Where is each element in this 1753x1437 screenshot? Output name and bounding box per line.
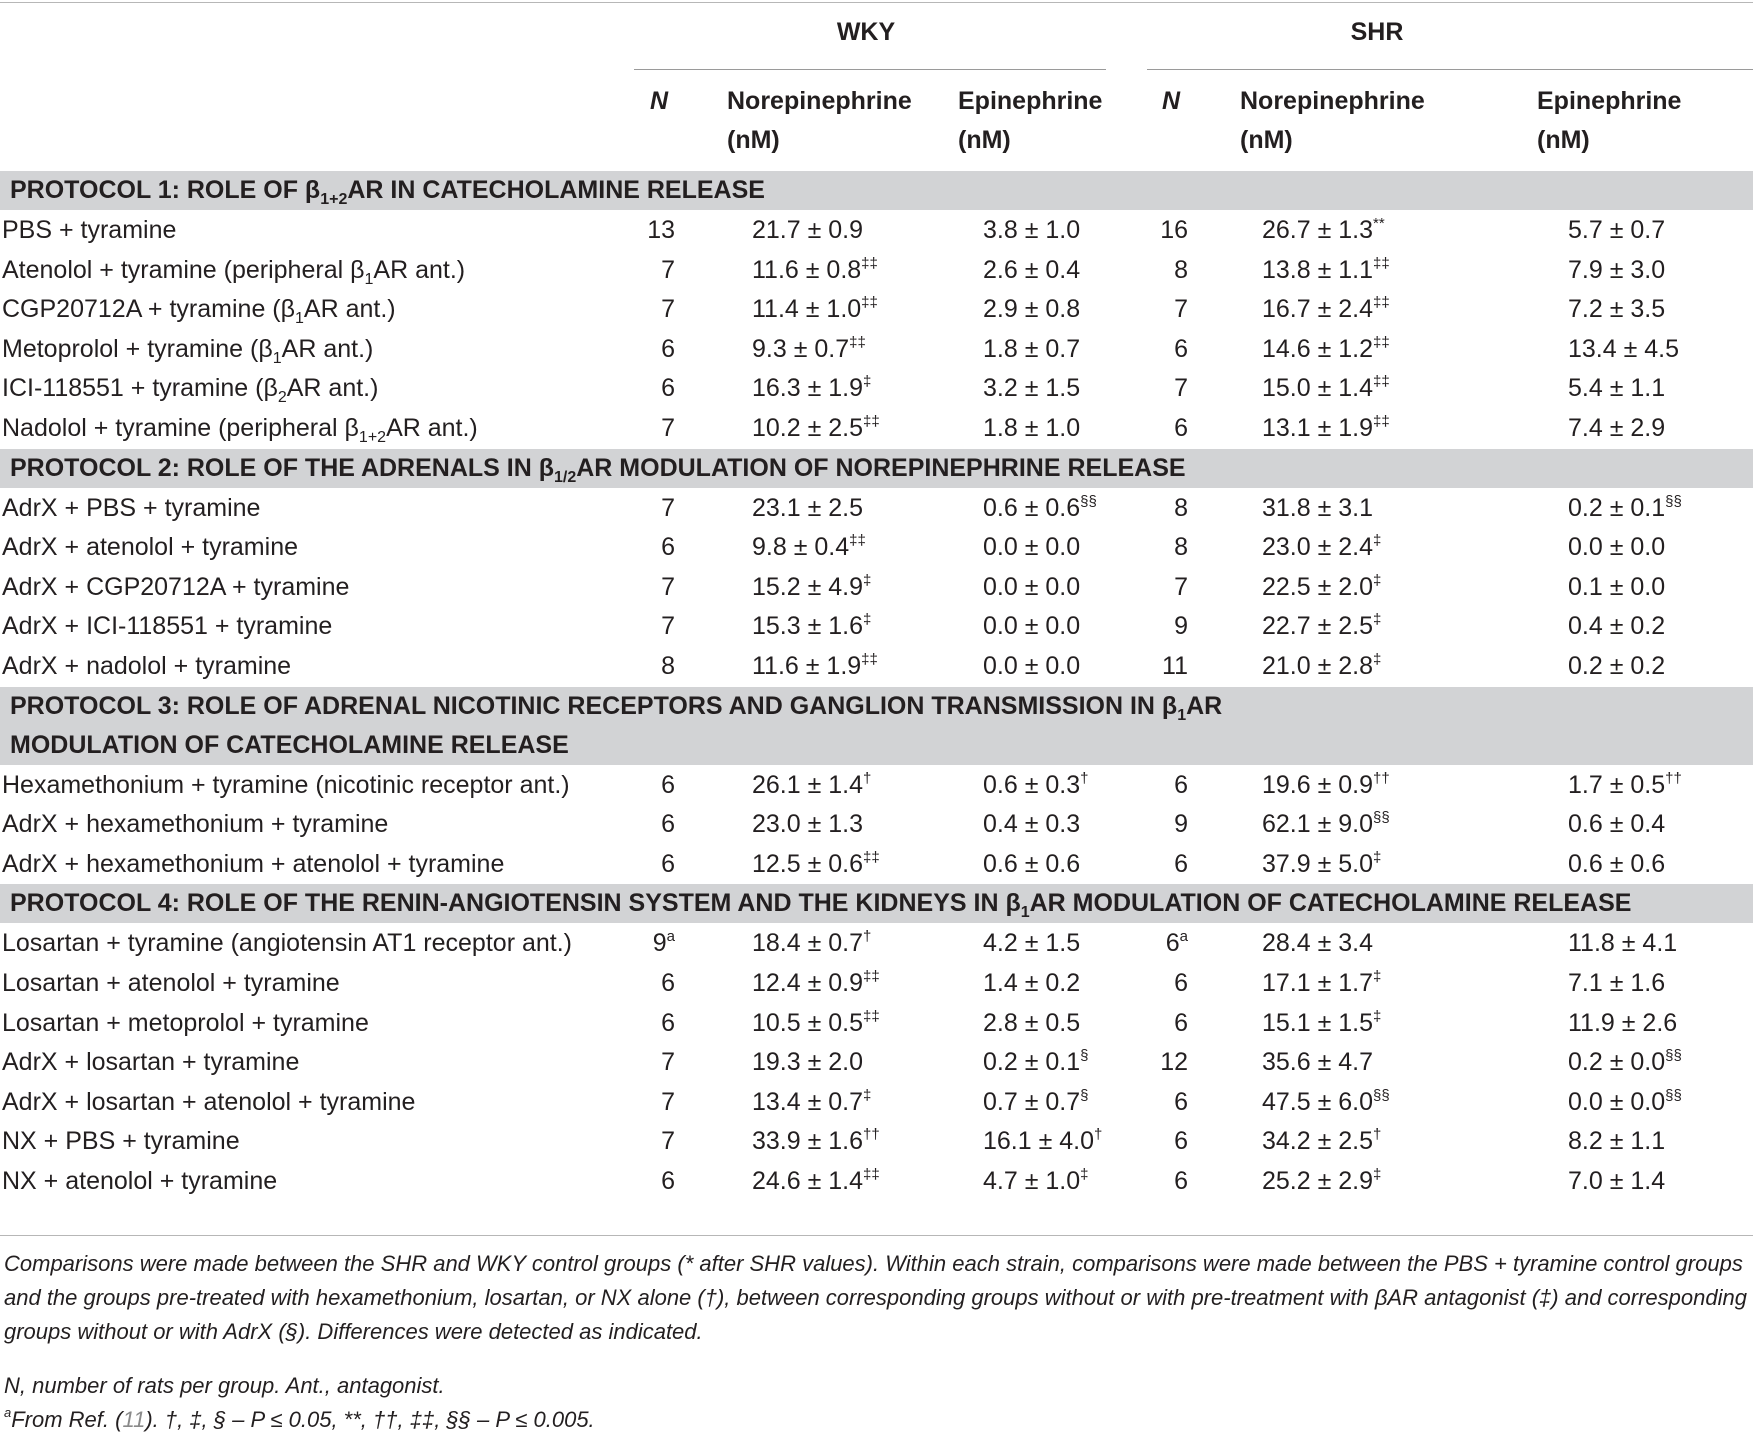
wky-n-cell: 6 [661, 374, 675, 403]
row-label: AdrX + hexamethonium + atenolol + tyramine [2, 849, 505, 878]
wky-epinephrine-cell: 4.7 ± 1.0‡ [983, 1166, 1089, 1195]
column-header-n-wky: N [650, 87, 669, 115]
shr-n-cell: 6 [1174, 770, 1188, 799]
shr-norepinephrine-cell: 15.0 ± 1.4‡‡ [1262, 373, 1390, 403]
table-row [0, 330, 1753, 370]
protocol-header [0, 687, 1753, 765]
wky-n-cell: 7 [661, 572, 675, 601]
table-row [0, 845, 1753, 885]
wky-norepinephrine-cell: 33.9 ± 1.6†† [752, 1126, 880, 1156]
wky-norepinephrine-cell: 10.5 ± 0.5‡‡ [752, 1007, 880, 1037]
wky-n-cell: 6 [661, 969, 675, 997]
wky-n-cell: 7 [661, 255, 675, 284]
row-label: AdrX + hexamethonium + tyramine [2, 810, 389, 839]
protocol-title: MODULATION OF CATECHOLAMINE RELEASE [10, 730, 569, 759]
shr-norepinephrine-cell: 35.6 ± 4.7 [1262, 1048, 1374, 1077]
wky-epinephrine-cell: 0.6 ± 0.6 [983, 849, 1081, 878]
group-underline-wky [634, 69, 1106, 70]
table-row [0, 805, 1753, 845]
row-label: ICI-118551 + tyramine ($\beta_2AR$ ant.) [2, 374, 379, 407]
shr-norepinephrine-cell: 22.7 ± 2.5‡ [1262, 611, 1382, 641]
wky-epinephrine-cell: 1.8 ± 1.0 [983, 414, 1081, 442]
table-row [0, 489, 1753, 529]
shr-epinephrine-cell: 11.8 ± 4.1 [1568, 929, 1678, 958]
shr-epinephrine-cell: 0.4 ± 0.2 [1568, 612, 1666, 641]
table-row [0, 369, 1753, 409]
shr-norepinephrine-cell: 23.0 ± 2.4‡ [1262, 532, 1382, 562]
row-label: CGP20712A + tyramine ($\beta_1AR$ ant.) [2, 295, 396, 328]
wky-norepinephrine-cell: 24.6 ± 1.4‡‡ [752, 1166, 880, 1195]
wky-epinephrine-cell: 16.1 ± 4.0† [983, 1126, 1103, 1156]
wky-n-cell: 6 [661, 334, 675, 363]
shr-n-cell: 6 [1174, 969, 1188, 997]
shr-norepinephrine-cell: 26.7 ± 1.3** [1262, 215, 1385, 244]
shr-epinephrine-cell: 13.4 ± 4.5 [1568, 334, 1680, 363]
wky-epinephrine-cell: 2.6 ± 0.4 [983, 255, 1081, 284]
shr-epinephrine-cell: 7.9 ± 3.0 [1568, 255, 1666, 284]
wky-epinephrine-cell: 0.0 ± 0.0 [983, 652, 1081, 680]
shr-norepinephrine-cell: 22.5 ± 2.0‡ [1262, 571, 1382, 601]
wky-epinephrine-cell: 2.9 ± 0.8 [983, 295, 1081, 324]
table-row [0, 409, 1753, 449]
shr-n-cell: 16 [1160, 216, 1188, 244]
table-row [0, 290, 1753, 330]
shr-n-cell: 9 [1174, 612, 1188, 641]
shr-epinephrine-cell: 1.7 ± 0.5†† [1568, 769, 1682, 799]
group-title-shr: SHR [1350, 18, 1404, 46]
shr-n-cell: 6 [1174, 1167, 1188, 1195]
wky-epinephrine-cell: 0.0 ± 0.0 [983, 612, 1081, 641]
wky-norepinephrine-cell: 11.6 ± 1.9‡‡ [752, 651, 878, 680]
shr-epinephrine-cell: 8.2 ± 1.1 [1568, 1127, 1666, 1156]
row-label: AdrX + CGP20712A + tyramine [2, 572, 350, 601]
table-row [0, 568, 1753, 608]
row-label: AdrX + atenolol + tyramine [2, 533, 298, 562]
wky-norepinephrine-cell: 10.2 ± 2.5‡‡ [752, 413, 880, 442]
wky-norepinephrine-cell: 16.3 ± 1.9‡ [752, 373, 872, 403]
row-label: NX + atenolol + tyramine [2, 1167, 278, 1195]
footnote-abbreviations: N, number of rats per group. Ant., antagonist. [4, 1373, 445, 1398]
wky-epinephrine-cell: 4.2 ± 1.5 [983, 929, 1081, 958]
table-row [0, 607, 1753, 647]
shr-norepinephrine-cell: 28.4 ± 3.4 [1262, 929, 1374, 958]
wky-norepinephrine-cell: 23.1 ± 2.5 [752, 493, 864, 522]
shr-norepinephrine-cell: 21.0 ± 2.8‡ [1262, 651, 1382, 680]
wky-n-cell: 6 [661, 1008, 675, 1037]
wky-n-cell: 7 [661, 295, 675, 324]
group-title-wky: WKY [836, 18, 896, 46]
wky-epinephrine-cell: 3.2 ± 1.5 [983, 374, 1081, 403]
shr-n-cell: 11 [1162, 652, 1188, 680]
shr-epinephrine-cell: 0.2 ± 0.1§§ [1568, 492, 1682, 522]
wky-n-cell: 6 [661, 770, 675, 799]
protocol-header [0, 449, 1753, 488]
row-label: AdrX + nadolol + tyramine [2, 652, 292, 680]
row-label: Atenolol + tyramine (peripheral $\beta_1AR$ ant.) [2, 255, 466, 288]
shr-epinephrine-cell: 0.1 ± 0.0 [1568, 572, 1666, 601]
wky-epinephrine-cell: 1.8 ± 0.7 [983, 334, 1081, 363]
shr-n-cell: 6 [1174, 849, 1188, 878]
table-row [0, 1122, 1753, 1162]
shr-n-cell: 6 [1174, 414, 1188, 442]
shr-n-cell: 6 [1174, 334, 1188, 363]
footnote-marker: a [4, 1405, 12, 1420]
row-label: AdrX + PBS + tyramine [2, 493, 261, 522]
protocol-header [0, 171, 1753, 210]
protocol-title: PROTOCOL 4: ROLE OF THE RENIN-ANGIOTENSIN SYSTEM AND THE KIDNEYS IN $\beta_1AR$ MODULATION OF CATECHOLAMINE RELEASE [10, 889, 1632, 922]
column-header-epi-shr: Epinephrine (nM) [1537, 87, 1682, 154]
wky-norepinephrine-cell: 26.1 ± 1.4† [752, 769, 872, 799]
table-row [0, 251, 1753, 291]
table-row [0, 964, 1753, 1004]
shr-epinephrine-cell: 5.7 ± 0.7 [1568, 216, 1666, 244]
shr-epinephrine-cell: 0.0 ± 0.0§§ [1568, 1086, 1682, 1116]
row-label: AdrX + losartan + atenolol + tyramine [2, 1087, 416, 1116]
shr-norepinephrine-cell: 13.1 ± 1.9‡‡ [1262, 413, 1390, 442]
wky-n-cell: 7 [661, 493, 675, 522]
footnote-comparisons: Comparisons were made between the SHR and WKY control groups (* after SHR values). Within each strain, comparisons were made between the PBS + tyramine control groups and the groups pre-treated with hexamethonium, losartan, or NX alone (†), between corresponding groups without or with pre-treatment with βAR antagonist (‡) and corresponding groups without or with AdrX (§). Differences were detected as indicated. [4, 1251, 1747, 1344]
row-label: NX + PBS + tyramine [2, 1127, 240, 1156]
shr-norepinephrine-cell: 37.9 ± 5.0‡ [1262, 848, 1382, 878]
shr-epinephrine-cell: 0.2 ± 0.2 [1568, 652, 1666, 680]
wky-n-cell: 7 [661, 1048, 675, 1077]
shr-norepinephrine-cell: 47.5 ± 6.0§§ [1262, 1086, 1390, 1116]
protocol-header [0, 884, 1753, 923]
protocol-title: PROTOCOL 1: ROLE OF $\beta_{1+2}AR$ IN CATECHOLAMINE RELEASE [10, 176, 765, 208]
shr-norepinephrine-cell: 16.7 ± 2.4‡‡ [1262, 294, 1390, 324]
wky-n-cell: 7 [661, 1127, 675, 1156]
wky-norepinephrine-cell: 9.8 ± 0.4‡‡ [752, 532, 866, 562]
wky-norepinephrine-cell: 11.6 ± 0.8‡‡ [752, 254, 878, 284]
wky-n-cell: 6 [661, 849, 675, 878]
wky-norepinephrine-cell: 19.3 ± 2.0 [752, 1048, 864, 1077]
wky-n-cell: 7 [661, 612, 675, 641]
shr-norepinephrine-cell: 15.1 ± 1.5‡ [1262, 1007, 1382, 1037]
shr-n-cell: 8 [1174, 255, 1188, 284]
shr-epinephrine-cell: 0.6 ± 0.4 [1568, 810, 1666, 839]
shr-epinephrine-cell: 5.4 ± 1.1 [1568, 374, 1666, 403]
table-row [0, 211, 1753, 251]
column-header-epi-wky: Epinephrine (nM) [958, 87, 1103, 154]
shr-n-cell: 6$^a$ [1165, 928, 1188, 958]
table-row [0, 528, 1753, 568]
shr-n-cell: 6 [1174, 1087, 1188, 1116]
row-label: Metoprolol + tyramine ($\beta_1AR$ ant.) [2, 334, 374, 367]
table-row [0, 1004, 1753, 1044]
row-label: AdrX + losartan + tyramine [2, 1048, 300, 1077]
row-label: Losartan + tyramine (angiotensin AT1 receptor ant.) [2, 929, 572, 958]
wky-norepinephrine-cell: 9.3 ± 0.7‡‡ [752, 333, 866, 363]
shr-n-cell: 7 [1174, 374, 1188, 403]
shr-epinephrine-cell: 0.6 ± 0.6 [1568, 849, 1666, 878]
shr-norepinephrine-cell: 17.1 ± 1.7‡ [1262, 968, 1382, 997]
wky-epinephrine-cell: 0.2 ± 0.1§ [983, 1047, 1089, 1077]
row-label: Hexamethonium + tyramine (nicotinic receptor ant.) [2, 770, 570, 799]
wky-norepinephrine-cell: 15.3 ± 1.6‡ [752, 611, 872, 641]
footnote-significance: $^a$From Ref. (11). †, ‡, § – P ≤ 0.05, **, ††, ‡‡, §§ – P ≤ 0.005. [4, 1405, 595, 1432]
shr-n-cell: 7 [1174, 295, 1188, 324]
wky-norepinephrine-cell: 23.0 ± 1.3 [752, 810, 864, 839]
wky-norepinephrine-cell: 21.7 ± 0.9 [752, 216, 864, 244]
wky-norepinephrine-cell: 15.2 ± 4.9‡ [752, 571, 872, 601]
wky-epinephrine-cell: 0.0 ± 0.0 [983, 572, 1081, 601]
wky-norepinephrine-cell: 12.5 ± 0.6‡‡ [752, 848, 880, 878]
shr-n-cell: 8 [1174, 493, 1188, 522]
wky-epinephrine-cell: 0.0 ± 0.0 [983, 533, 1081, 562]
shr-n-cell: 8 [1174, 533, 1188, 562]
column-header-ne-wky: Norepinephrine (nM) [727, 87, 912, 154]
shr-n-cell: 9 [1174, 810, 1188, 839]
wky-epinephrine-cell: 0.6 ± 0.6§§ [983, 492, 1097, 522]
shr-norepinephrine-cell: 19.6 ± 0.9†† [1262, 769, 1390, 799]
shr-epinephrine-cell: 7.0 ± 1.4 [1568, 1167, 1666, 1195]
shr-epinephrine-cell: 7.4 ± 2.9 [1568, 414, 1666, 442]
row-label: Losartan + atenolol + tyramine [2, 969, 340, 997]
wky-n-cell: 6 [661, 810, 675, 839]
row-label: AdrX + ICI-118551 + tyramine [2, 612, 333, 641]
wky-n-cell: 13 [647, 216, 675, 244]
shr-norepinephrine-cell: 14.6 ± 1.2‡‡ [1262, 333, 1390, 363]
group-underline-shr [1147, 69, 1753, 70]
shr-norepinephrine-cell: 13.8 ± 1.1‡‡ [1262, 254, 1390, 284]
table-row [0, 1083, 1753, 1123]
wky-norepinephrine-cell: 18.4 ± 0.7† [752, 928, 872, 958]
shr-epinephrine-cell: 0.2 ± 0.0§§ [1568, 1047, 1682, 1077]
table-row [0, 924, 1753, 964]
protocol-title: PROTOCOL 3: ROLE OF ADRENAL NICOTINIC RECEPTORS AND GANGLION TRANSMISSION IN $\beta_1AR$ [10, 691, 1223, 724]
wky-n-cell: 7 [661, 414, 675, 442]
shr-epinephrine-cell: 11.9 ± 2.6 [1568, 1008, 1678, 1037]
shr-n-cell: 6 [1174, 1008, 1188, 1037]
wky-epinephrine-cell: 1.4 ± 0.2 [983, 969, 1081, 997]
table-row [0, 1162, 1753, 1202]
wky-n-cell: 7 [661, 1087, 675, 1116]
shr-norepinephrine-cell: 62.1 ± 9.0§§ [1262, 809, 1390, 839]
wky-n-cell: 9$^a$ [652, 928, 675, 958]
shr-epinephrine-cell: 7.2 ± 3.5 [1568, 295, 1666, 324]
shr-n-cell: 6 [1174, 1127, 1188, 1156]
wky-epinephrine-cell: 0.6 ± 0.3† [983, 769, 1089, 799]
top-rule [0, 2, 1753, 3]
table-row [0, 1043, 1753, 1083]
shr-epinephrine-cell: 0.0 ± 0.0 [1568, 533, 1666, 562]
row-label: Nadolol + tyramine (peripheral $\beta_{1+2}AR$ ant.) [2, 414, 478, 446]
column-header-n-shr: N [1162, 87, 1181, 115]
shr-norepinephrine-cell: 25.2 ± 2.9‡ [1262, 1166, 1382, 1195]
table-bottom-rule [0, 1235, 1753, 1236]
column-header-ne-shr: Norepinephrine (nM) [1240, 87, 1425, 154]
shr-norepinephrine-cell: 34.2 ± 2.5† [1262, 1126, 1382, 1156]
protocol-title: PROTOCOL 2: ROLE OF THE ADRENALS IN $\beta_{1/2}AR$ MODULATION OF NOREPINEPHRINE RELEASE [10, 453, 1186, 486]
table-row [0, 766, 1753, 806]
wky-n-cell: 6 [661, 1167, 675, 1195]
wky-n-cell: 8 [661, 652, 675, 680]
wky-epinephrine-cell: 2.8 ± 0.5 [983, 1008, 1081, 1037]
wky-epinephrine-cell: 0.7 ± 0.7§ [983, 1086, 1089, 1116]
table-row [0, 647, 1753, 687]
wky-n-cell: 6 [661, 533, 675, 562]
wky-norepinephrine-cell: 13.4 ± 0.7‡ [752, 1086, 872, 1116]
shr-n-cell: 7 [1174, 572, 1188, 601]
wky-epinephrine-cell: 0.4 ± 0.3 [983, 810, 1081, 839]
row-label: PBS + tyramine [2, 216, 177, 244]
row-label: Losartan + metoprolol + tyramine [2, 1008, 369, 1037]
wky-epinephrine-cell: 3.8 ± 1.0 [983, 216, 1081, 244]
reference-link[interactable]: 11 [122, 1407, 146, 1432]
wky-norepinephrine-cell: 12.4 ± 0.9‡‡ [752, 968, 880, 997]
shr-epinephrine-cell: 7.1 ± 1.6 [1568, 969, 1666, 997]
shr-n-cell: 12 [1160, 1048, 1188, 1077]
wky-norepinephrine-cell: 11.4 ± 1.0‡‡ [752, 294, 878, 324]
shr-norepinephrine-cell: 31.8 ± 3.1 [1262, 493, 1374, 522]
